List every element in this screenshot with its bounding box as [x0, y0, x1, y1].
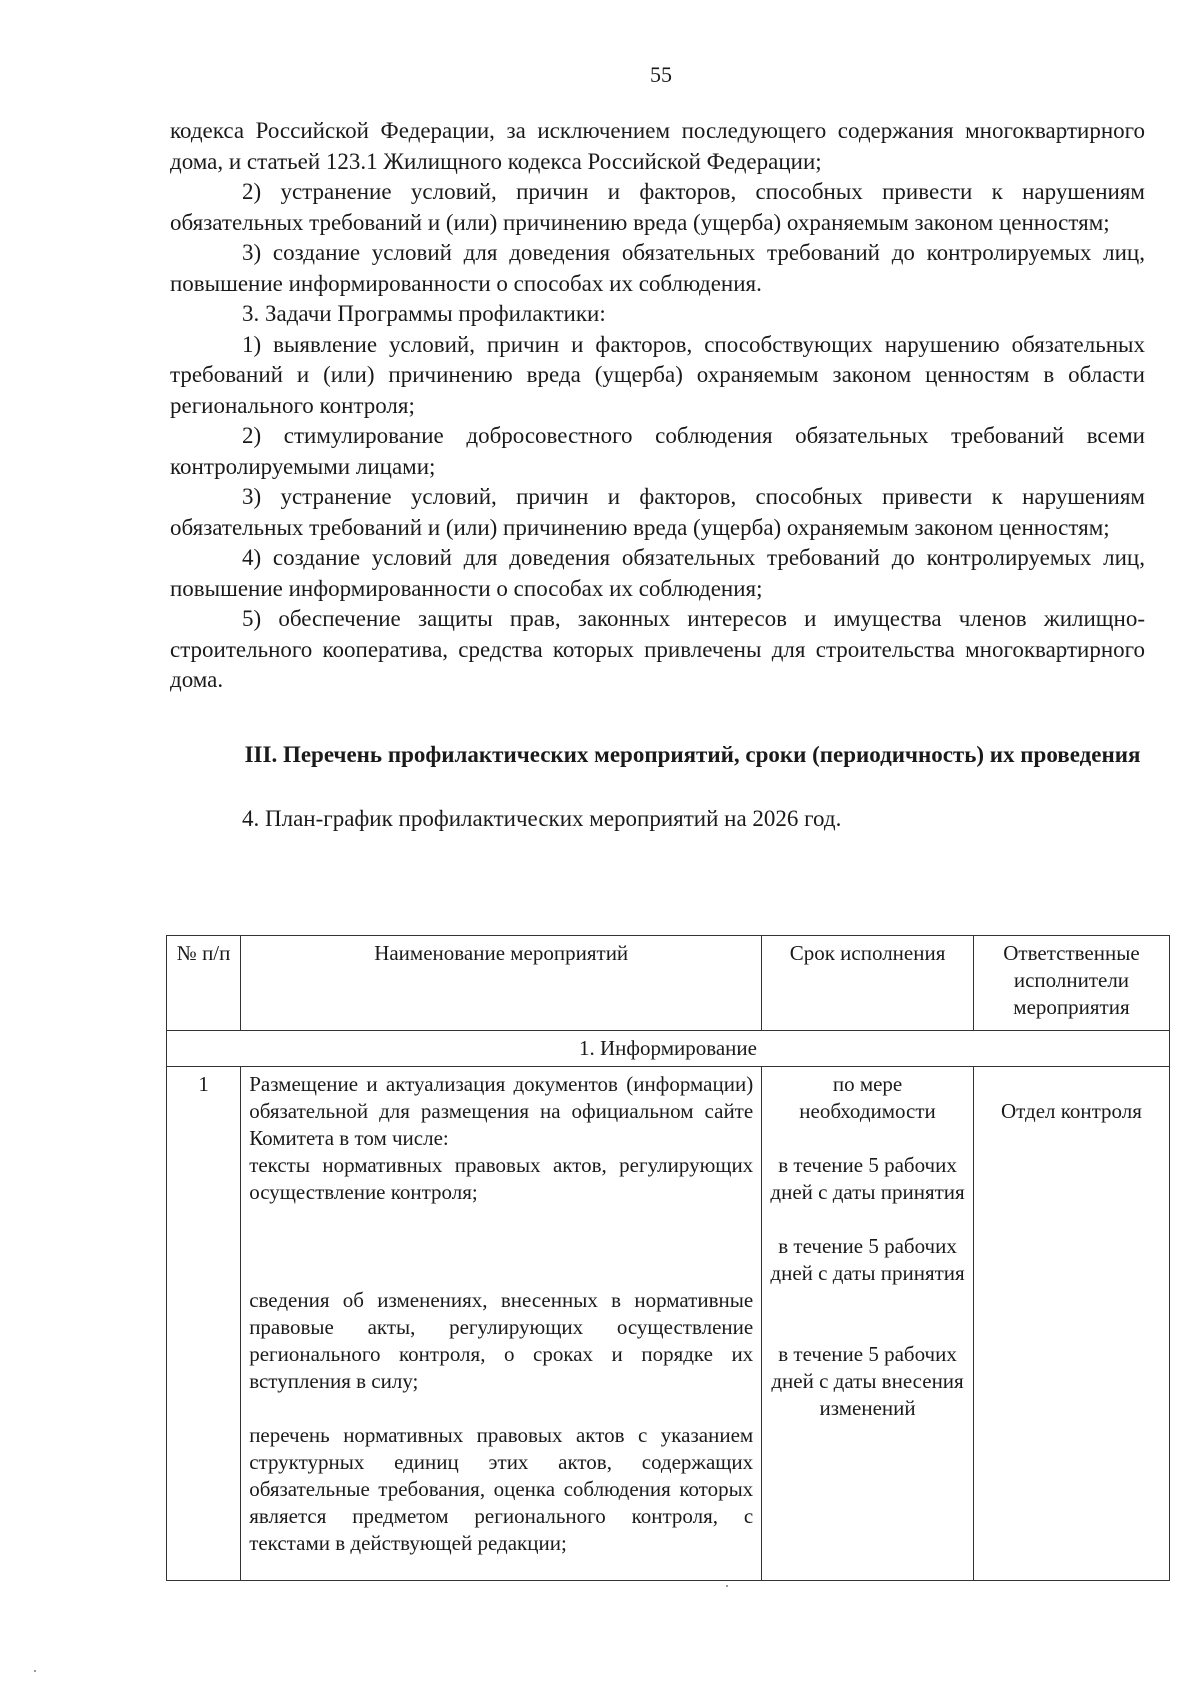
header-term: Срок исполнения [762, 936, 974, 1031]
table-section-row [167, 1031, 1170, 1067]
activity-item-a: тексты нормативных правовых актов, регулирующих осуществление контроля; [249, 1153, 754, 1204]
paragraph: 1) выявление условий, причин и факторов, способствующих нарушению обязательных требований и (или) причинению вреда (ущерба) охраняемым законом ценностям в области регионального контроля; [170, 331, 1145, 418]
paragraph: 3) устранение условий, причин и факторов, способных привести к нарушениям обязательных требований и (или) причинению вреда (ущерба) охраняемым законом ценностям; [170, 484, 1145, 540]
section-informing: 1. Информирование [167, 1031, 1170, 1067]
header-name: Наименование мероприятий [241, 936, 762, 1031]
table-row [167, 1067, 1170, 1581]
document-body [170, 116, 1145, 835]
paragraph: 4) создание условий для доведения обязательных требований до контролируемых лиц, повышение информированности о способах их соблюдения; [170, 545, 1145, 601]
activity-item-b: сведения об изменениях, внесенных в нормативные правовые акты, регулирующих осуществление регионального контроля, о сроках и порядке их вступления в силу; [249, 1288, 754, 1393]
paragraph: 3) создание условий для доведения обязательных требований до контролируемых лиц, повышение информированности о способах их соблюдения. [170, 240, 1145, 296]
responsible-unit: Отдел контроля [1000, 1099, 1142, 1123]
row-terms [762, 1067, 974, 1581]
row-responsible [973, 1067, 1169, 1581]
term-general: по мере необходимости [799, 1072, 936, 1123]
paragraph: 5) обеспечение защиты прав, законных интересов и имущества членов жилищно-строительного кооператива, средства которых привлечены для строительства многоквартирного дома. [170, 606, 1145, 692]
activity-item-c: перечень нормативных правовых актов с указанием структурных единиц этих актов, содержащих обязательные требования, оценка соблюдения которых является предметом регионального контроля, с текстами в действующей редакции; [249, 1423, 754, 1555]
row-activities [241, 1067, 762, 1581]
paragraph: кодекса Российской Федерации, за исключением последующего содержания многоквартирного дома, и статьей 123.1 Жилищного кодекса Российской Федерации; [170, 118, 1145, 174]
activity-intro: Размещение и актуализация документов (информации) обязательной для размещения на официальном сайте Комитета в том числе: [249, 1072, 754, 1150]
paragraph: 2) устранение условий, причин и факторов, способных привести к нарушениям обязательных требований и (или) причинению вреда (ущерба) охраняемым законом ценностям; [170, 179, 1145, 235]
table-header-row [167, 936, 1170, 1031]
header-responsible: Ответственные исполнители мероприятия [973, 936, 1169, 1031]
plan-title: 4. План-график профилактических мероприятий на 2026 год. [242, 806, 842, 831]
scan-speck [34, 1670, 36, 1672]
term-item-b: в течение 5 рабочих дней с даты принятия [770, 1234, 965, 1285]
header-number: № п/п [167, 936, 241, 1031]
plan-table [166, 935, 1170, 1581]
section-heading: III. Перечень профилактических мероприятий, сроки (периодичность) их проведения [244, 741, 1141, 767]
term-item-a: в течение 5 рабочих дней с даты принятия [770, 1153, 965, 1204]
paragraph: 3. Задачи Программы профилактики: [242, 301, 606, 326]
row-number: 1 [167, 1067, 241, 1581]
term-item-c: в течение 5 рабочих дней с даты внесения изменений [771, 1342, 964, 1420]
paragraph: 2) стимулирование добросовестного соблюдения обязательных требований всеми контролируемыми лицами; [170, 423, 1145, 479]
scan-speck [726, 1585, 728, 1587]
page-number: 55 [650, 62, 672, 87]
